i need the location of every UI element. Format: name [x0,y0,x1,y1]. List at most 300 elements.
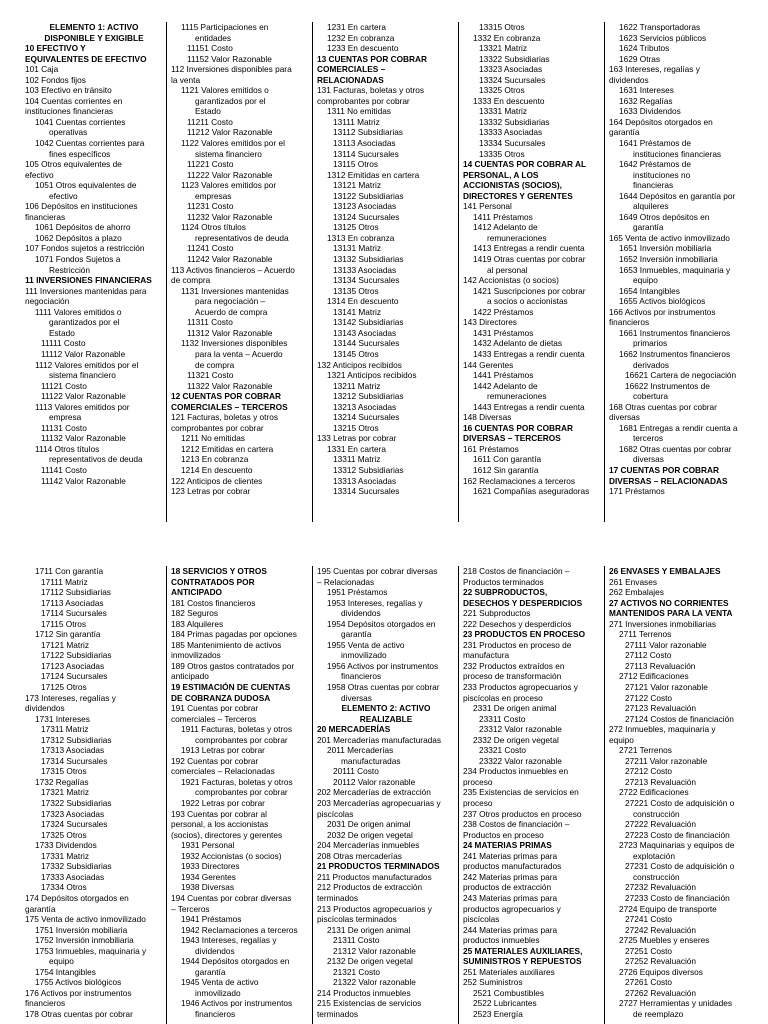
account-line: 11211 Costo [187,116,233,127]
text-column [171,22,311,522]
account-line: 1946 Activos por instrumentos [181,998,293,1009]
account-line: representativos de deuda [49,454,143,465]
account-line: garantía [609,127,640,138]
account-line: inmovilizado [341,650,387,661]
account-line: 272 Inmuebles, maquinaria y [609,724,716,735]
account-line: 189 Otros gastos contratados por [171,660,295,671]
account-line: 1649 Otros depósitos en [619,211,710,222]
account-line: 1062 Depósitos a plazo [35,232,122,243]
account-line: 1941 Préstamos [181,914,242,925]
account-line: 1214 En descuento [181,464,253,475]
account-line: 13124 Sucursales [333,211,400,222]
account-line: 11132 Valor Razonable [41,433,126,444]
account-line: 102 Fondos fijos [25,74,86,85]
page-block-bottom [0,566,768,1024]
account-line: comerciales – Terceros [171,713,257,724]
account-line: Acuerdo de compra [195,306,268,317]
account-line: 1682 Otras cuentas por cobrar [619,443,732,454]
account-line: 1956 Activos por instrumentos [327,660,439,671]
account-line: 11311 Costo [187,317,233,328]
account-line: 2032 De origen vegetal [327,829,413,840]
account-line: 1061 Depósitos de ahorro [35,222,131,233]
account-line: inmovilizados [171,650,221,661]
account-line: 13215 Otros [333,422,379,433]
account-line: 23311 Costo [479,713,526,724]
account-line: 1421 Suscripciones por cobrar [473,285,586,296]
account-line: 252 Suministros [463,977,523,988]
account-line: 1412 Adelanto de [473,222,538,233]
account-line: 1124 Otros títulos [181,222,246,233]
account-line: 13315 Otros [479,22,525,32]
account-line: 11131 Costo [41,422,87,433]
account-line: 181 Costos financieros [171,597,256,608]
account-line: 17321 Matriz [41,787,89,798]
account-line: 132 Anticipos recibidos [317,359,402,370]
text-column [463,22,603,522]
account-line: equipo [49,956,74,967]
section-heading: MANTENIDOS PARA LA VENTA [609,608,733,619]
account-line: 261 Envases [609,576,657,587]
section-heading: 11 INVERSIONES FINANCIERAS [25,275,152,286]
account-line: 2723 Maquinarias y equipos de [619,840,735,851]
account-line: dividendos [609,74,649,85]
account-line: 101 Caja [25,64,59,75]
column-divider [312,566,313,1024]
account-line: 11241 Costo [187,243,234,254]
section-heading: 19 ESTIMACIÓN DE CUENTAS [171,682,291,693]
account-line: 104 Cuentas corrientes en [25,95,123,106]
text-column [25,22,165,522]
account-line: 1654 Intangibles [619,285,680,296]
account-line: 23322 Valor razonable [479,755,562,766]
account-line: 1958 Otras cuentas por cobrar [327,682,440,693]
account-line: 11321 Costo [187,370,234,381]
account-line: 1629 Otras [619,53,661,64]
account-line: 17125 Otros [41,682,87,693]
account-line: 203 Mercaderías agropecuarias y [317,798,441,809]
account-line: dividendos [341,608,381,619]
account-line: 1631 Intereses [619,85,674,96]
account-line: 184 Primas pagadas por opciones [171,629,297,640]
account-line: 1231 En cartera [327,22,387,32]
account-line: garantía [633,222,664,233]
account-line: 1633 Dividendos [619,106,681,117]
account-line: 1712 Sin garantía [35,629,101,640]
account-line: 2522 Lubricantes [473,998,537,1009]
account-line: 1755 Activos biológicos [35,977,122,988]
account-line: 1313 En cobranza [327,232,395,243]
account-line: 111 Inversiones mantenidas para [25,285,147,296]
account-line: 143 Directores [463,317,517,328]
account-line: 242 Materias primas para [463,871,558,882]
account-line: 1943 Intereses, regalías y [181,935,277,946]
account-line: 17313 Asociadas [41,745,105,756]
section-heading: 21 PRODUCTOS TERMINADOS [317,861,440,872]
column-divider [458,22,459,522]
account-line: 17331 Matriz [41,850,89,861]
account-line: 1753 Inmuebles, maquinaria y [35,945,147,956]
account-line: 13131 Matriz [333,243,381,254]
account-line: 174 Depósitos otorgados en [25,892,129,903]
section-heading: ANTICIPADO [171,587,223,598]
account-line: 232 Productos extraídos en [463,660,565,671]
account-line: 2726 Equipos diversos [619,966,703,977]
account-line: 166 Activos por instrumentos [609,306,716,317]
account-line: garantía [341,629,372,640]
account-line: 1661 Instrumentos financieros [619,327,731,338]
account-line: 1931 Personal [181,840,235,851]
account-line: 27223 Costo de financiación [625,829,730,840]
account-line: 243 Materias primas para [463,892,558,903]
account-line: instituciones no [633,169,691,180]
account-line: 13311 Matriz [333,454,381,465]
account-line: 112 Inversiones disponibles para [171,64,292,75]
account-line: 142 Accionistas (o socios) [463,275,559,286]
account-line: 11152 Valor Razonable [187,53,272,64]
account-line: 27241 Costo [625,914,673,925]
section-heading: 20 MERCADERÍAS [317,724,391,735]
account-line: 1333 En descuento [473,95,545,106]
account-line: 1733 Dividendos [35,840,97,851]
account-line: 161 Préstamos [463,443,519,454]
text-column [25,566,165,1024]
account-line: 13313 Asociadas [333,475,397,486]
account-line: 11231 Costo [187,201,234,212]
account-line: 1942 Reclamaciones a terceros [181,924,298,935]
account-line: 1115 Participaciones en [181,22,269,32]
account-line: 17113 Asociadas [41,597,104,608]
account-line: 213 Productos agropecuarios y [317,903,432,914]
account-line: 17112 Subsidiarias [41,587,111,598]
account-line: 20112 Valor razonable [333,776,416,787]
account-line: 1623 Servicios públicos [619,32,707,43]
account-line: 13312 Subsidiarias [333,464,404,475]
account-line: 13335 Otros [479,148,525,159]
account-line: 1114 Otros títulos [35,443,100,454]
account-line: 168 Otras cuentas por cobrar [609,401,717,412]
account-line: 271 Inversiones inmobiliarias [609,618,716,629]
account-line: financieras [25,211,66,222]
account-line: 13142 Subsidiarias [333,317,404,328]
account-line: 17121 Matriz [41,639,89,650]
account-line: 122 Anticipos de clientes [171,475,263,486]
account-line: 1121 Valores emitidos o [181,85,269,96]
account-line: 171 Préstamos [609,486,665,497]
account-line: 1432 Adelanto de dietas [473,338,563,349]
account-line: anticipado [171,671,209,682]
account-line: 178 Otras cuentas por cobrar [25,1008,133,1019]
account-line: 262 Embalajes [609,587,664,598]
section-heading: REALIZABLE [359,713,413,724]
page-block-top [0,22,768,522]
account-line: 2724 Equipo de transporte [619,903,717,914]
account-line: 11112 Valor Razonable [41,348,126,359]
account-line: 1751 Inversión mobiliaria [35,924,128,935]
account-line: 1752 Inversión inmobiliaria [35,935,134,946]
account-line: 21321 Costo [333,966,381,977]
account-line: 20111 Costo [333,766,379,777]
account-line: 1211 No emitidas [181,433,245,444]
section-heading: 10 EFECTIVO Y [25,43,86,54]
section-heading: CONTRATADOS POR [171,576,255,587]
account-line: 2031 De origen animal [327,819,411,830]
account-line: financieros [195,1008,236,1019]
account-line: financieros [25,998,66,1009]
account-line: 1662 Instrumentos financieros [619,348,731,359]
account-line: 251 Materiales auxiliares [463,966,555,977]
account-line: 13143 Asociadas [333,327,397,338]
section-heading: DESECHOS Y DESPERDICIOS [463,597,583,608]
account-line: 17325 Otros [41,829,87,840]
section-heading: 27 ACTIVOS NO CORRIENTES [609,597,729,608]
account-line: 2722 Edificaciones [619,787,689,798]
account-line: sistema financiero [195,148,262,159]
section-heading: DIRECTORES Y GERENTES [463,190,573,201]
account-line: empresa [49,412,82,423]
account-line: 23321 Costo [479,745,527,756]
text-column [463,566,603,1024]
account-line: 164 Depósitos otorgados en [609,116,713,127]
account-line: 133 Letras por cobrar [317,433,397,444]
account-line: 17315 Otros [41,766,87,777]
account-line: Productos en proceso [463,829,544,840]
account-line: 17114 Sucursales [41,608,107,619]
account-line: 17334 Otros [41,882,87,893]
account-line: 13333 Asociadas [479,127,543,138]
account-line: 113 Activos financieros – Acuerdo [171,264,295,275]
account-line: 27112 Costo [625,650,672,661]
account-line: 218 Costos de financiación – [463,566,570,576]
account-line: 1422 Préstamos [473,306,534,317]
account-line: fines específicos [49,148,111,159]
account-line: 221 Subproductos [463,608,531,619]
text-column [609,566,749,1024]
account-line: equipo [633,275,658,286]
account-line: comprobantes por cobrar [171,422,264,433]
account-line: 238 Costos de financiación – [463,819,570,830]
account-line: 1732 Regalías [35,776,89,787]
section-heading: PERSONAL, A LOS [463,169,539,180]
account-line: 13145 Otros [333,348,379,359]
account-line: 1754 Intangibles [35,966,96,977]
account-line: 1419 Otras cuentas por cobrar [473,254,586,265]
account-line: 13113 Asociadas [333,138,396,149]
account-line: manufacturadas [341,755,401,766]
account-line: 13334 Sucursales [479,138,546,149]
account-line: 27232 Revaluación [625,882,697,893]
account-line: 1311 No emitidas [327,106,391,117]
account-line: Restricción [49,264,91,275]
account-line: 1071 Fondos Sujetos a [35,254,121,265]
account-line: 13211 Matriz [333,380,381,391]
account-line: 21322 Valor razonable [333,977,416,988]
account-line: 2011 Mercaderías [327,745,394,756]
account-line: 192 Cuentas por cobrar [171,755,259,766]
account-line: 27251 Costo [625,945,673,956]
account-line: 182 Seguros [171,608,219,619]
account-line: 1954 Depósitos otorgados en [327,618,436,629]
account-line: 131 Facturas, boletas y otros [317,85,424,96]
section-heading: DE COBRANZA DUDOSA [171,692,271,703]
account-line: 27122 Costo [625,692,673,703]
account-line: 1951 Préstamos [327,587,388,598]
account-line: 13112 Subsidiarias [333,127,403,138]
section-heading: DIVERSAS – TERCEROS [463,433,561,444]
account-line: remuneraciones [487,391,547,402]
account-line: 176 Activos por instrumentos [25,987,132,998]
account-line: 2711 Terrenos [619,629,672,640]
account-line: 27123 Revaluación [625,703,697,714]
account-line: productos agropecuarios y [463,903,561,914]
account-line: 1111 Valores emitidos o [35,306,122,317]
account-line: 1938 Diversas [181,882,235,893]
account-line: 1132 Inversiones disponibles [181,338,288,349]
account-line: instituciones financieras [25,106,114,117]
column-divider [604,22,605,522]
account-line: 1632 Regalías [619,95,673,106]
section-heading: EQUIVALENTES DE EFECTIVO [25,53,147,64]
account-line: 106 Depósitos en instituciones [25,201,138,212]
account-line: 13332 Subsidiarias [479,116,550,127]
account-line: garantizados por el [195,95,266,106]
account-line: 1624 Tributos [619,43,670,54]
account-line: 1641 Préstamos de [619,138,691,149]
account-line: 11221 Costo [187,159,234,170]
account-line: 162 Reclamaciones a terceros [463,475,576,486]
column-divider [312,22,313,522]
account-line: 1123 Valores emitidos por [181,180,277,191]
account-line: 1122 Valores emitidos por el [181,138,285,149]
account-line: 1913 Letras por cobrar [181,745,265,756]
account-line: de compra [195,359,235,370]
account-line: 201 Mercaderías manufacturadas [317,734,442,745]
account-line: 17115 Otros [41,618,87,629]
account-line: 204 Mercaderías inmuebles [317,840,420,851]
account-line: 1212 Emitidas en cartera [181,443,274,454]
account-line: inmovilizado [195,987,241,998]
account-line: 11212 Valor Razonable [187,127,273,138]
section-heading: COMERCIALES – TERCEROS [171,401,288,412]
account-line: garantía [25,903,56,914]
account-line: 13214 Sucursales [333,412,400,423]
account-line: 17314 Sucursales [41,755,108,766]
account-line: 13115 Otros [333,159,379,170]
account-line: 105 Otros equivalentes de [25,159,122,170]
account-line: 13123 Asociadas [333,201,397,212]
section-heading: 25 MATERIALES AUXILIARES, [463,945,583,956]
account-line: financieros [341,671,382,682]
account-line: 202 Mercaderías de extracción [317,787,431,798]
account-line: 1731 Intereses [35,713,90,724]
account-line: 1933 Directores [181,861,240,872]
account-line: 163 Intereses, regalías y [609,64,700,75]
account-line: alquileres [633,201,669,212]
account-line: 1431 Préstamos [473,327,534,338]
account-line: terminados [317,892,359,903]
account-line: 123 Letras por cobrar [171,486,251,497]
account-line: para la venta – Acuerdo [195,348,283,359]
account-line: comprobantes por cobrar [195,734,288,745]
account-line: dividendos [25,703,65,714]
account-line: de reemplazo [633,1008,684,1019]
account-line: 1932 Accionistas (o socios) [181,850,282,861]
account-line: 233 Productos agropecuarios y [463,682,578,693]
account-line: 2132 De origen vegetal [327,956,413,967]
account-line: para negociación – [195,296,266,307]
account-line: 1652 Inversión inmobiliaria [619,254,718,265]
account-line: diversas [609,412,640,423]
account-line: 1441 Préstamos [473,370,534,381]
section-heading: COMERCIALES – [317,64,386,75]
account-line: 1953 Intereses, regalías y [327,597,423,608]
account-line: 1642 Préstamos de [619,159,691,170]
account-line: 2131 De origen animal [327,924,411,935]
account-line: piscícolas en proceso [463,692,543,703]
account-line: 17124 Sucursales [41,671,108,682]
account-line: 16622 Instrumentos de [625,380,710,391]
account-line: 235 Existencias de servicios en [463,787,579,798]
account-line: construcción [633,808,680,819]
account-line: piscícolas terminados [317,914,397,925]
account-line: 1681 Entregas a rendir cuenta a [619,422,738,433]
section-heading: 22 SUBPRODUCTOS, [463,587,548,598]
account-line: 1622 Transportadoras [619,22,701,32]
account-line: 13141 Matriz [333,306,381,317]
account-line: al personal [487,264,528,275]
account-line: 1644 Depósitos en garantía por [619,190,736,201]
account-line: 11312 Valor Razonable [187,327,273,338]
account-line: 27252 Revaluación [625,956,697,967]
section-heading: RELACIONADAS [317,74,384,85]
account-line: 27213 Revaluación [625,776,697,787]
account-line: 212 Productos de extracción [317,882,423,893]
text-column [171,566,311,1024]
account-line: 27211 Valor razonable [625,755,708,766]
account-line: 13331 Matriz [479,106,527,117]
account-line: 27221 Costo de adquisición o [625,798,735,809]
account-line: 11151 Costo [187,43,233,54]
account-line: 27124 Costos de financiación [625,713,734,724]
account-line: 2725 Muebles y enseres [619,935,710,946]
account-line: entidades [195,32,231,43]
account-line: efectivo [49,190,78,201]
account-line: 13111 Matriz [333,116,380,127]
account-line: 1621 Compañías aseguradoras [473,486,590,497]
account-line: 27222 Revaluación [625,819,697,830]
account-line: empresas [195,190,232,201]
account-line: 231 Productos en proceso de [463,639,572,650]
account-line: 1232 En cobranza [327,32,395,43]
account-line: 17311 Matriz [41,724,89,735]
account-line: personal, a los accionistas [171,819,269,830]
account-line: 1314 En descuento [327,296,399,307]
account-line: 237 Otros productos en proceso [463,808,582,819]
section-heading: DISPONIBLE Y EXIGIBLE [44,32,144,43]
account-line: 13321 Matriz [479,43,527,54]
account-line: 148 Diversas [463,412,512,423]
section-heading: 13 CUENTAS POR COBRAR [317,53,428,64]
account-line: 2523 Energía [473,1008,523,1019]
section-heading: 17 CUENTAS POR COBRAR [609,464,720,475]
account-line: – Relacionadas [317,576,375,587]
account-line: 183 Alquileres [171,618,224,629]
account-line: 2521 Combustibles [473,987,545,998]
account-line: 11322 Valor Razonable [187,380,273,391]
account-line: proceso [463,776,493,787]
section-heading: ACCIONISTAS (SOCIOS), [463,180,562,191]
account-line: 27212 Costo [625,766,673,777]
section-heading: 12 CUENTAS POR COBRAR [171,391,282,402]
